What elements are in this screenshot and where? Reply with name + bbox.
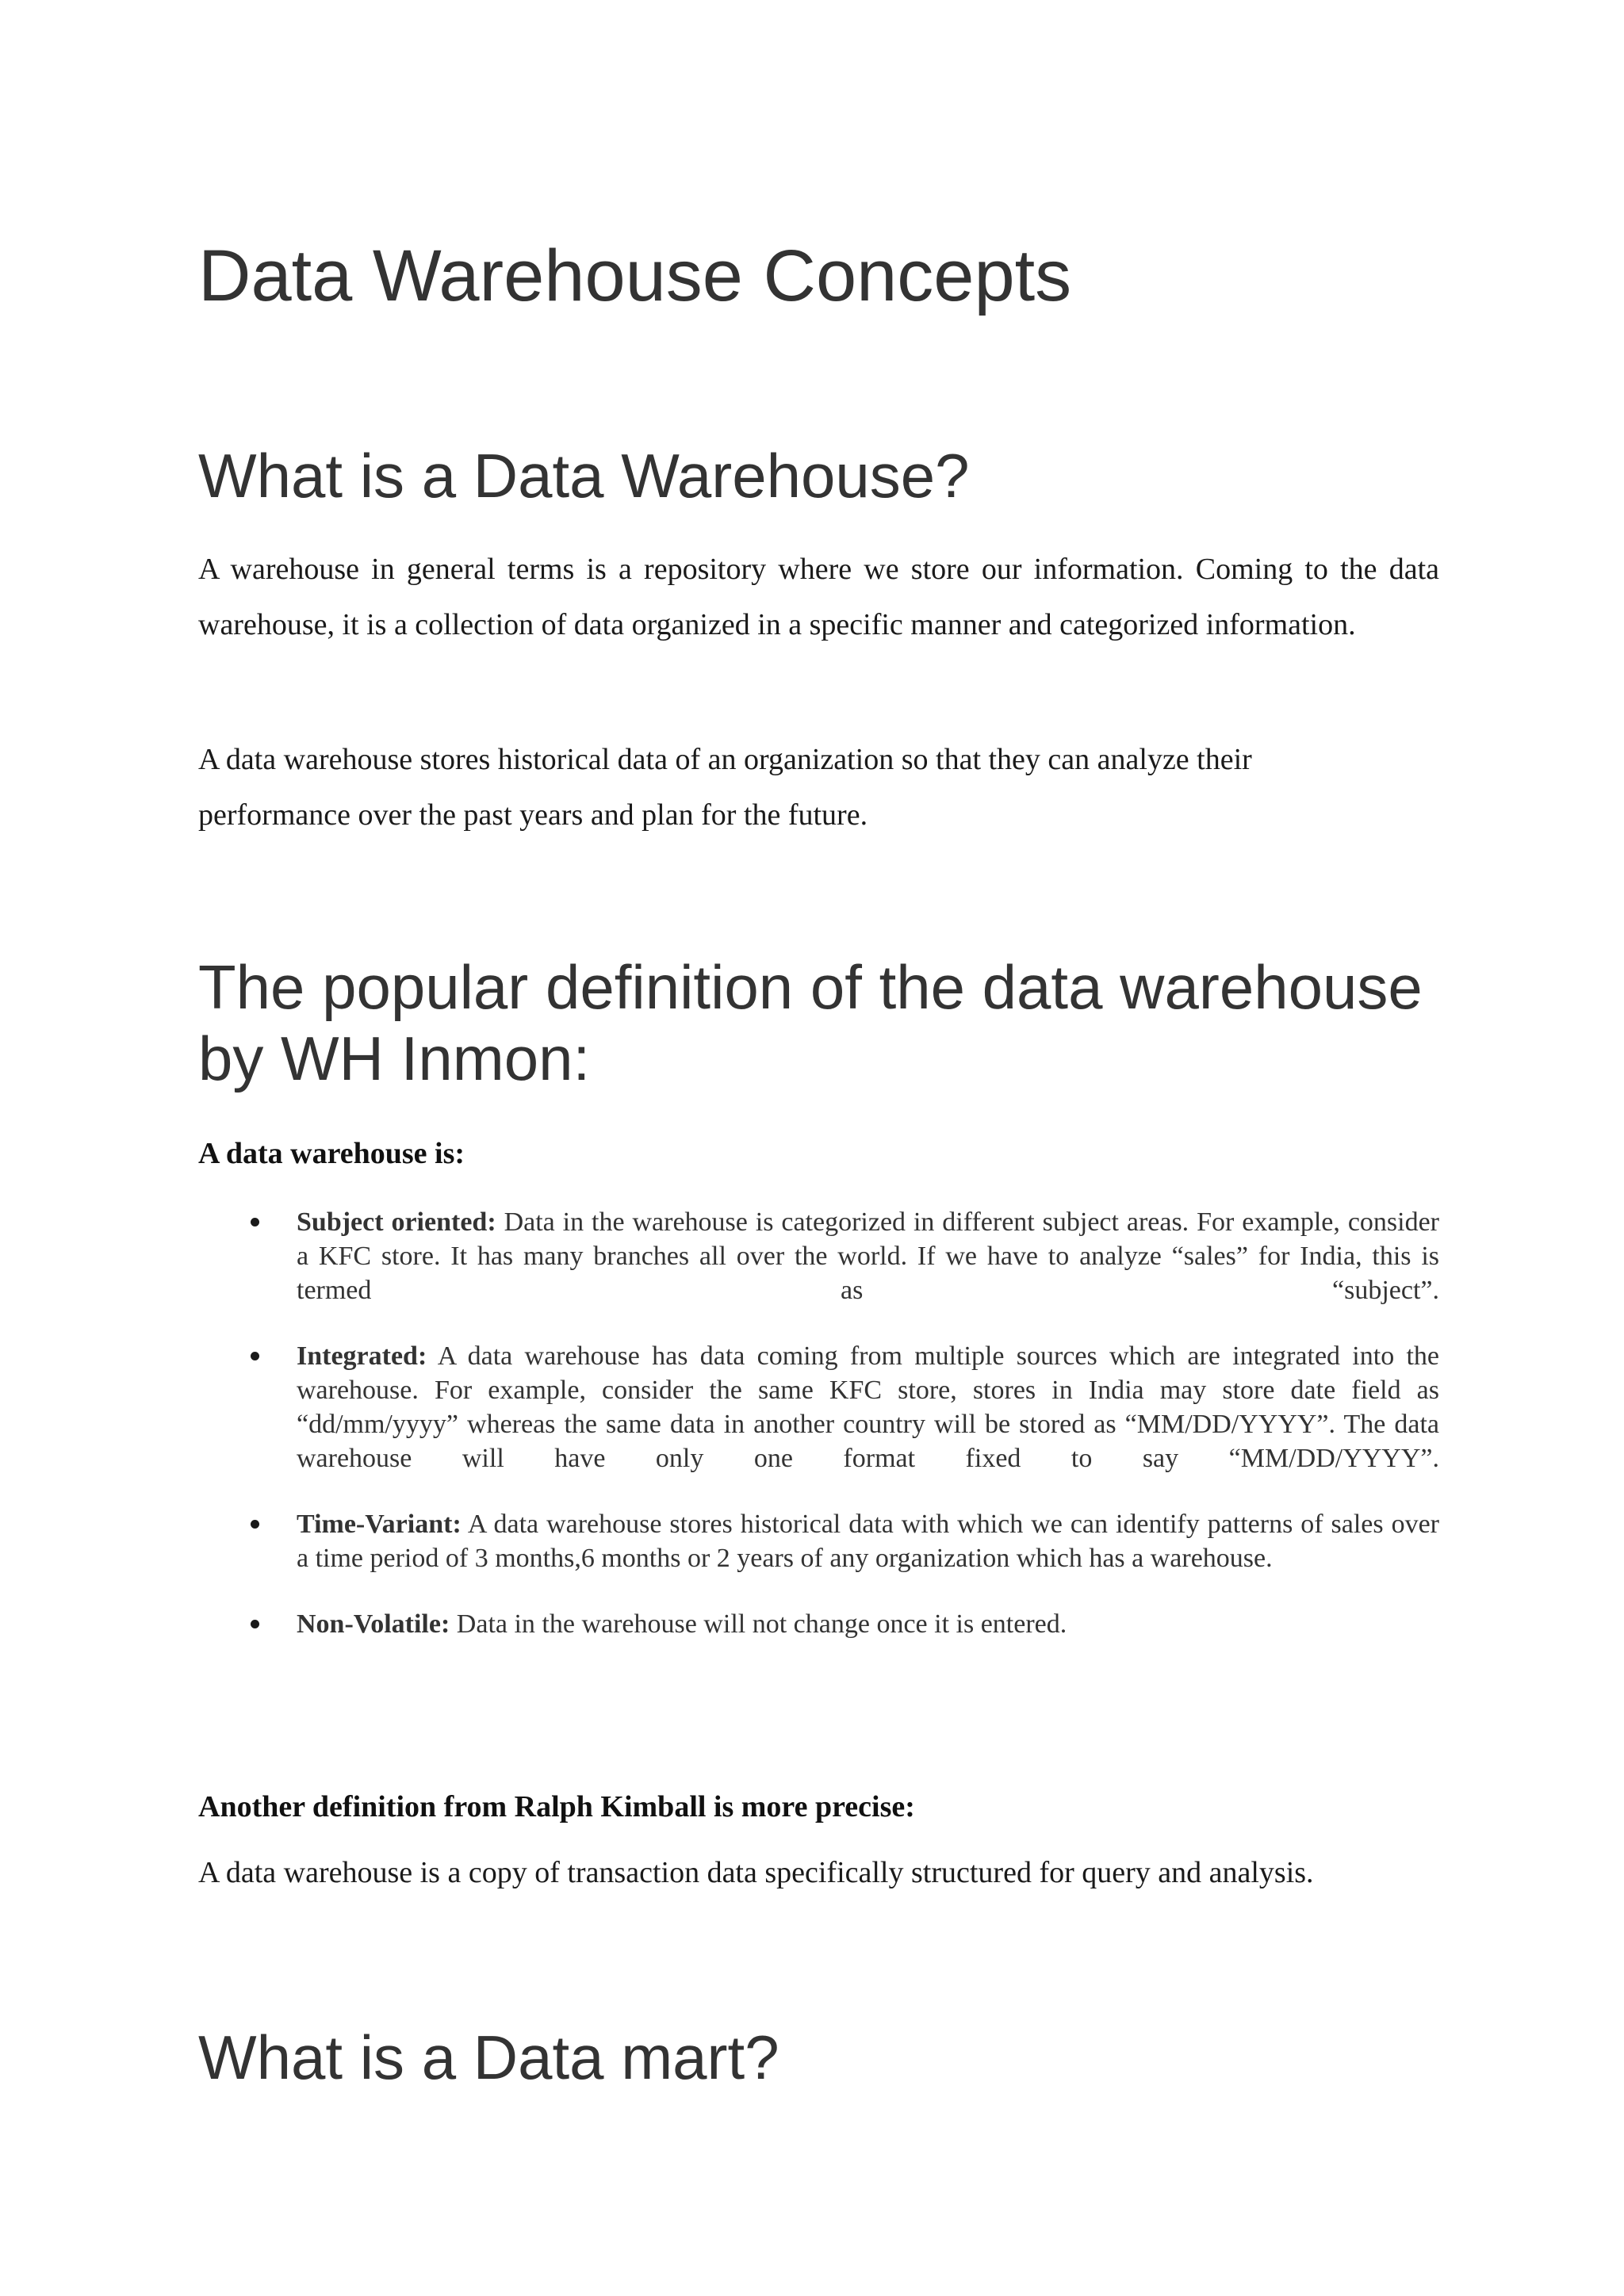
term-integrated: Integrated:	[297, 1341, 427, 1371]
paragraph-warehouse-definition: A warehouse in general terms is a repository where we store our information. Coming to the data warehouse, it is a collection of data organized in a specific manner and categorized information.	[198, 553, 1439, 641]
paragraph-kimball-definition: A data warehouse is a copy of transaction data specifically structured for query and analysis.	[198, 1856, 1314, 1889]
kimball-definition-label: Another definition from Ralph Kimball is more precise:	[198, 1790, 915, 1823]
text-time-variant: A data warehouse stores historical data with which we can identify patterns of sales over a time period of 3 months,6 months or 2 years of any organization which has a warehouse.	[297, 1510, 1440, 1573]
inmon-intro-label: A data warehouse is:	[198, 1137, 465, 1170]
list-item-time-variant	[297, 1507, 1439, 1575]
heading-what-is-data-warehouse: What is a Data Warehouse?	[198, 441, 970, 511]
page-title: Data Warehouse Concepts	[198, 235, 1072, 316]
text-integrated: A data warehouse has data coming from multiple sources which are integrated into the warehouse. For example, consider the same KFC store, stores in India may store date field as “dd/mm/yyyy” whereas the same data in another country will be stored as “MM/DD/YYYY”. The data warehouse will have only one format fixed to say “MM/DD/YYYY”.	[297, 1341, 1439, 1473]
term-non-volatile: Non-Volatile:	[297, 1609, 450, 1639]
bullet-dot-icon	[251, 1520, 259, 1529]
bullet-dot-icon	[251, 1352, 259, 1360]
heading-what-is-data-mart: What is a Data mart?	[198, 2022, 779, 2092]
list-item-subject-oriented	[297, 1205, 1439, 1307]
term-time-variant: Time-Variant:	[297, 1510, 462, 1539]
bullet-dot-icon	[251, 1620, 259, 1628]
list-item-integrated	[297, 1339, 1439, 1475]
inmon-characteristics-list	[297, 1205, 1439, 1673]
text-non-volatile: Data in the warehouse will not change once it is entered.	[456, 1609, 1067, 1639]
heading-inmon-definition: The popular definition of the data warehouse by WH Inmon:	[198, 952, 1423, 1093]
term-subject-oriented: Subject oriented:	[297, 1207, 496, 1237]
list-item-non-volatile	[297, 1607, 1439, 1641]
paragraph-historical-data: A data warehouse stores historical data of an organization so that they can analyze their performance over the past years and plan for the future.	[198, 743, 1252, 832]
bullet-dot-icon	[251, 1218, 259, 1226]
text-subject-oriented: Data in the warehouse is categorized in different subject areas. For example, consider a KFC store. It has many branches all over the world. If we have to analyze “sales” for India, this is termed as “subject”.	[297, 1207, 1439, 1305]
